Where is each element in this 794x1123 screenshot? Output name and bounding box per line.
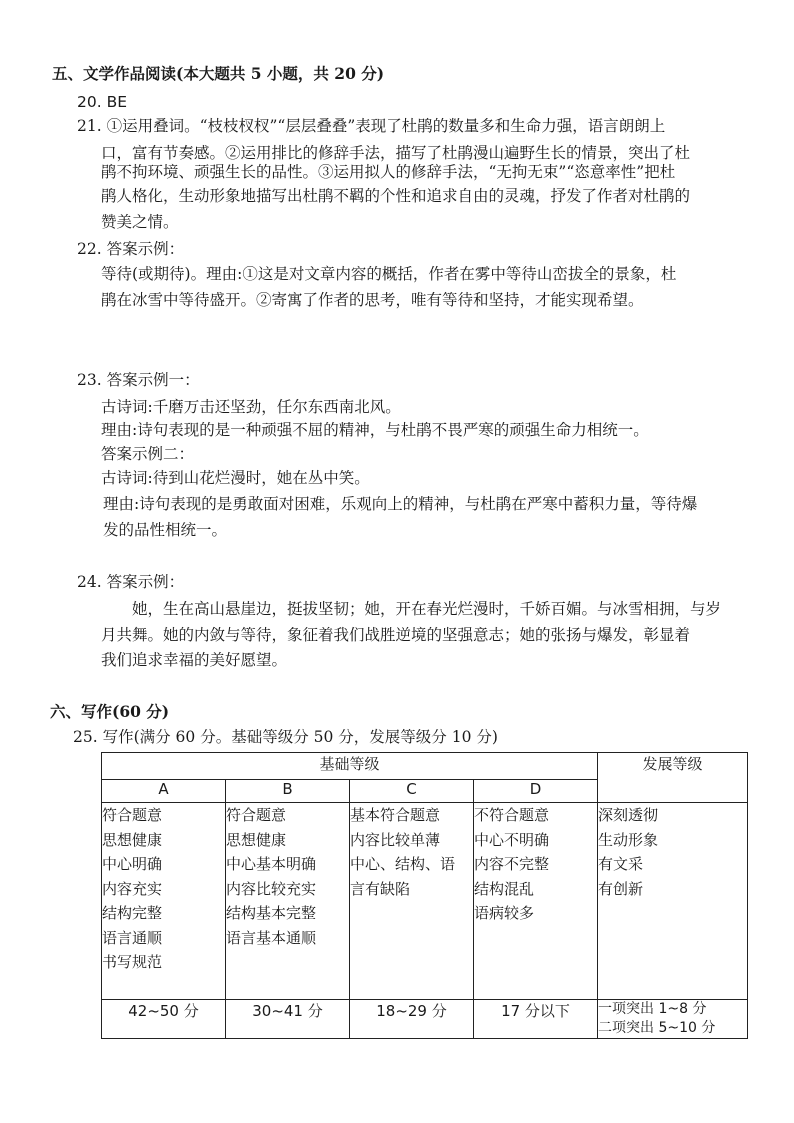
q24-heading: 24. 答案示例： [77,573,185,591]
q24-line-2: 月共舞。她的内敛与等待，象征着我们战胜逆境的坚强意志；她的张扬与爆发，彰显着 [101,626,691,644]
grade-a-criteria [102,803,226,1000]
dev-criteria [598,803,748,1000]
q24-line-1: 她，生在高山悬崖边，挺拔坚韧；她，开在春光烂漫时，千娇百媚。与冰雪相拥，与岁 [132,600,722,618]
q23-line-1: 古诗词:千磨万击还坚劲，任尔东西南北风。 [101,398,401,416]
dev-score [598,1000,748,1039]
criteria-item: 言有缺陷 [350,879,411,898]
criteria-item: 有文采 [598,855,644,873]
criteria-item: 思想健康 [226,830,287,849]
dev-score-line: 一项突出 1~8 分 [598,1001,707,1017]
criteria-item: 中心基本明确 [226,855,317,873]
grade-b-score: 30~41 分 [226,1000,350,1039]
q21-line-4: 鹃人格化，生动形象地描写出杜鹃不羁的个性和追求自由的灵魂，抒发了作者对杜鹃的 [101,187,691,205]
q23-line-4: 古诗词:待到山花烂漫时，她在丛中笑。 [101,469,370,487]
criteria-item: 有创新 [598,879,644,898]
section5-title: 五、文学作品阅读(本大题共 5 小题，共 20 分) [52,64,385,83]
criteria-item: 内容充实 [102,879,163,898]
dev-grade-header: 发展等级 [598,753,748,803]
criteria-item: 思想健康 [102,830,163,849]
criteria-item: 结构基本完整 [226,904,317,922]
q22-line-2: 鹃在冰雪中等待盛开。②寄寓了作者的思考，唯有等待和坚持，才能实现希望。 [101,291,644,309]
criteria-item: 语言通顺 [102,928,163,947]
criteria-item: 不符合题意 [474,806,550,824]
criteria-item: 中心不明确 [474,830,550,849]
q20-answer: 20. BE [77,93,128,111]
criteria-item: 内容比较单薄 [350,830,441,849]
writing-score-table [101,752,748,1039]
criteria-item: 中心明确 [102,855,163,873]
q23-heading: 23. 答案示例一： [77,371,200,389]
criteria-item: 结构混乱 [474,879,535,898]
criteria-item: 结构完整 [102,904,163,922]
criteria-item: 语病较多 [474,904,535,922]
grade-c-score: 18~29 分 [350,1000,474,1039]
grade-d-score: 17 分以下 [474,1000,598,1039]
dev-score-line: 二项突出 5~10 分 [598,1020,716,1036]
grade-c-label: C [350,780,474,803]
grade-a-label: A [102,780,226,803]
q25-heading: 25. 写作(满分 60 分。基础等级分 50 分，发展等级分 10 分) [73,728,498,746]
q23-line-3: 答案示例二： [101,445,195,463]
q24-line-3: 我们追求幸福的美好愿望。 [101,651,288,669]
q22-heading: 22. 答案示例： [77,240,185,258]
q21-line-2: 口，富有节奏感。②运用排比的修辞手法，描写了杜鹃漫山遍野生长的情景，突出了杜 [101,144,691,162]
q22-line-1: 等待(或期待)。理由:①这是对文章内容的概括，作者在雾中等待山峦拔全的景象，杜 [101,265,677,283]
q23-line-2: 理由:诗句表现的是一种顽强不屈的精神，与杜鹃不畏严寒的顽强生命力相统一。 [101,421,649,439]
grade-b-criteria [226,803,350,1000]
section6-title: 六、写作(60 分) [50,702,170,721]
criteria-item: 中心、结构、语 [350,855,456,873]
criteria-item: 书写规范 [102,953,163,971]
q21-line-5: 赞美之情。 [101,213,179,231]
grade-d-label: D [474,780,598,803]
q23-line-5: 理由:诗句表现的是勇敢面对困难，乐观向上的精神，与杜鹃在严寒中蓄积力量，等待爆 [103,495,698,513]
grade-c-criteria [350,803,474,1000]
basic-grade-header: 基础等级 [102,753,598,780]
criteria-item: 语言基本通顺 [226,928,317,947]
grade-a-score: 42~50 分 [102,1000,226,1039]
criteria-item: 内容不完整 [474,855,550,873]
grade-d-criteria [474,803,598,1000]
criteria-item: 符合题意 [226,806,287,824]
grade-b-label: B [226,780,350,803]
criteria-item: 生动形象 [598,830,659,849]
criteria-item: 内容比较充实 [226,879,317,898]
q21-line-3: 鹃不拘环境、顽强生长的品性。③运用拟人的修辞手法，“无拘无束”“恣意率性”把杜 [101,163,676,181]
q23-line-6: 发的品性相统一。 [103,521,228,539]
criteria-item: 基本符合题意 [350,806,441,824]
q21-line-1: 21. ①运用叠词。“枝枝杈杈”“层层叠叠”表现了杜鹃的数量多和生命力强，语言朗朗上 [77,117,666,135]
criteria-item: 符合题意 [102,806,163,824]
criteria-item: 深刻透彻 [598,806,659,824]
